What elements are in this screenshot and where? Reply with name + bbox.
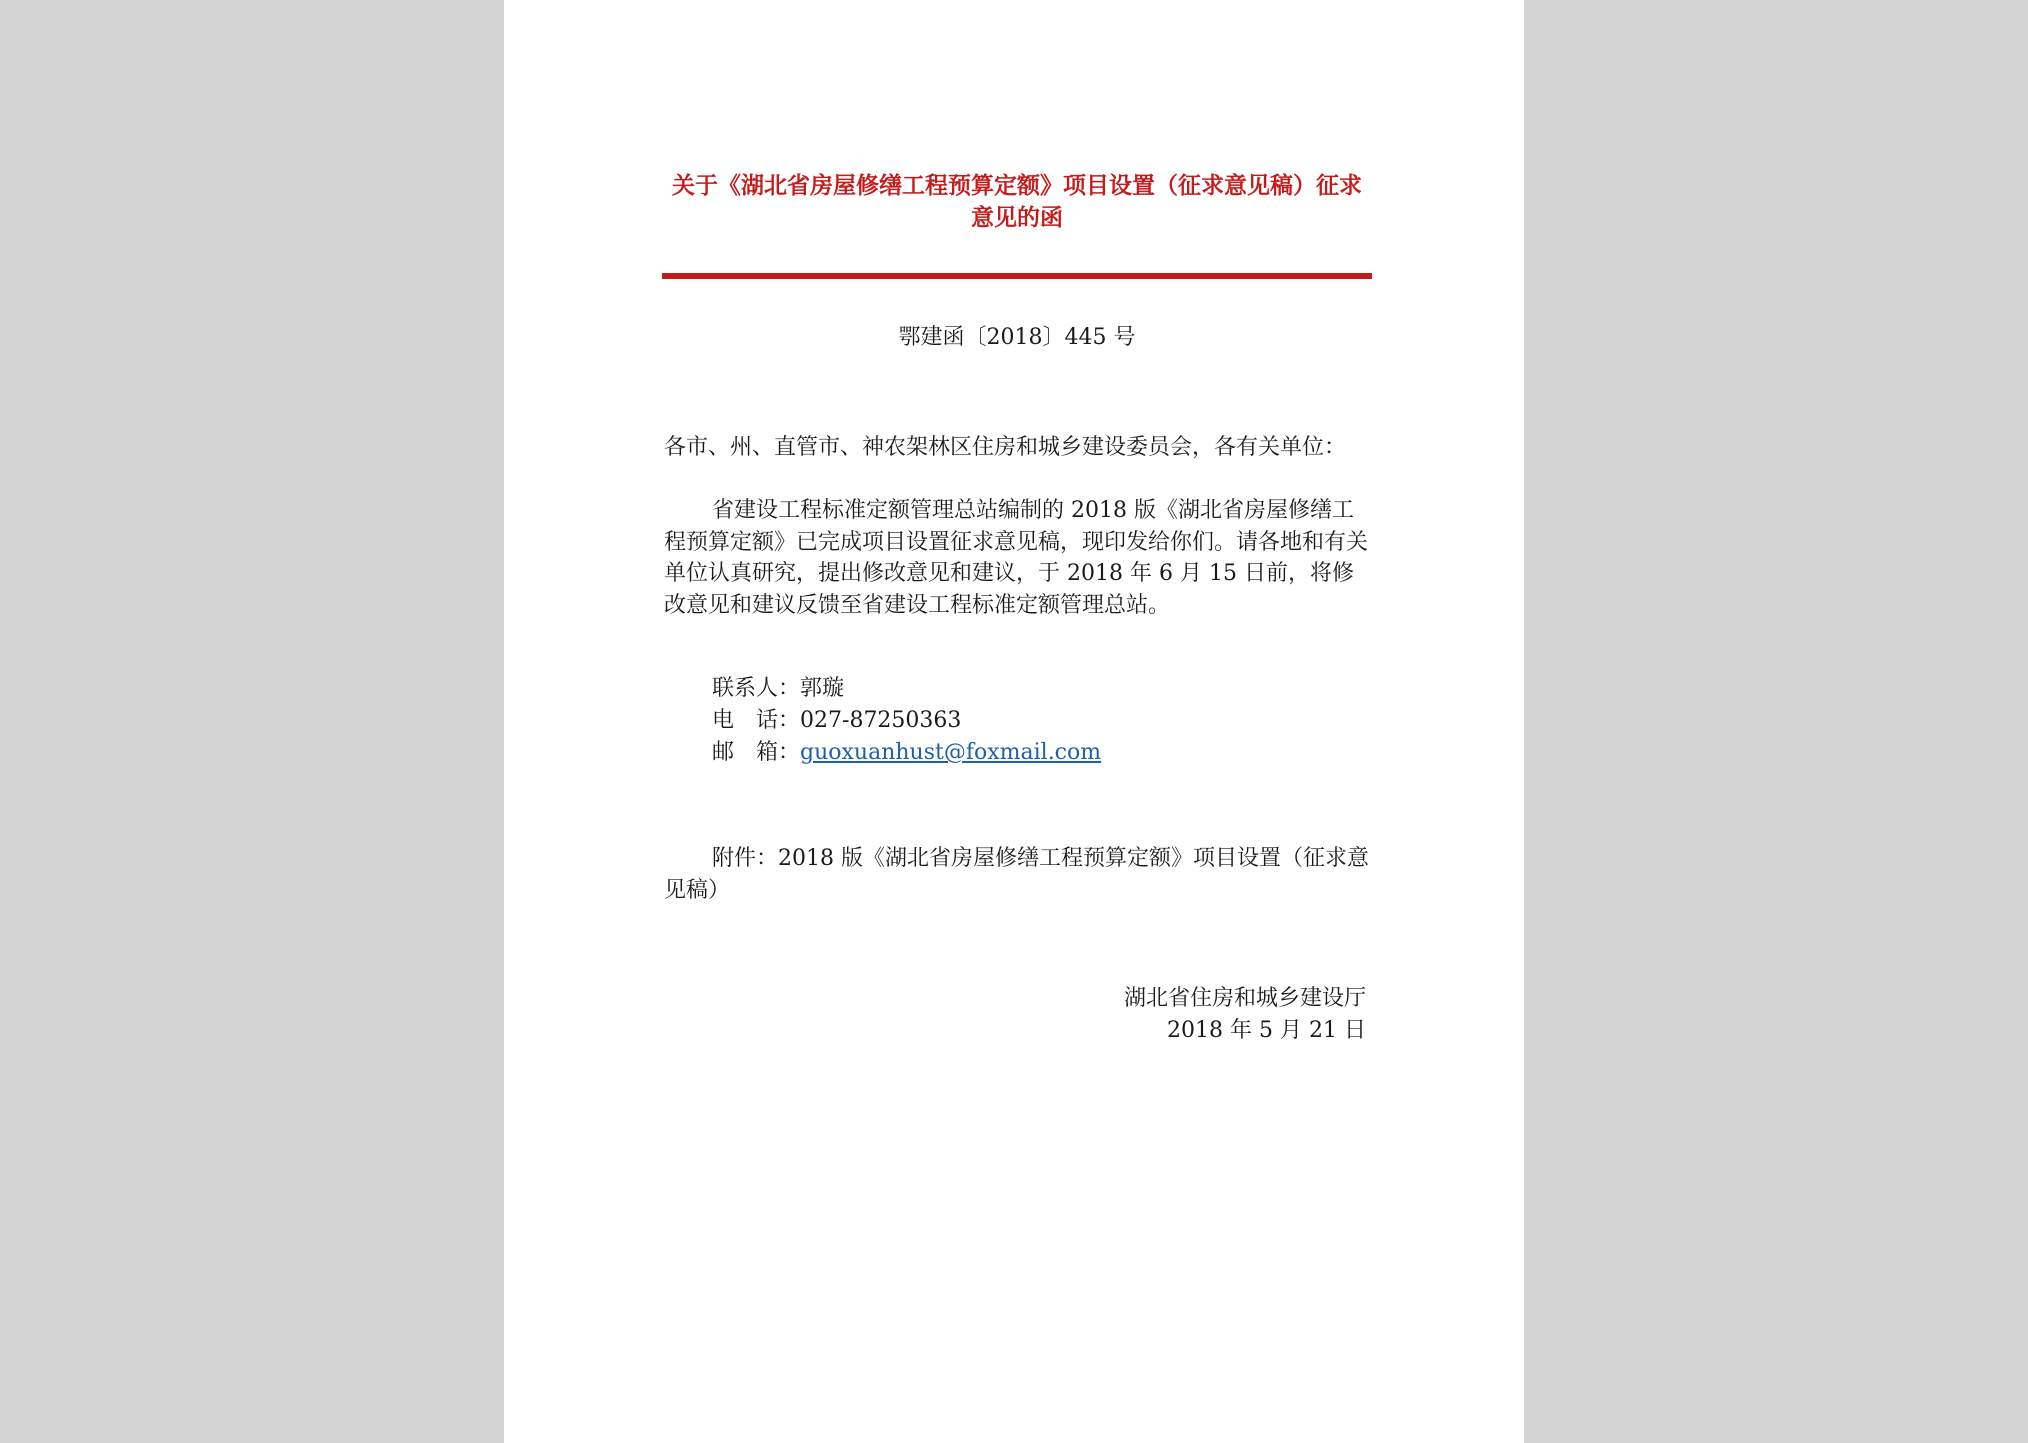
signature-block [1124,983,1366,1047]
main-paragraph: 省建设工程标准定额管理总站编制的 2018 版《湖北省房屋修缮工程预算定额》已完成项目设置征求意见稿，现印发给你们。请各地和有关单位认真研究，提出修改意见和建议，于 2018 年 6 月 15 日前，将修改意见和建议反馈至省建设工程标准定额管理总站。 [664,498,1369,618]
document-title: 关于《湖北省房屋修缮工程预算定额》项目设置（征求意见稿）征求意见的函 [672,173,1362,231]
contact-email-link[interactable]: guoxuanhust@foxmail.com [800,740,1102,765]
issue-date: 2018 年 5 月 21 日 [1167,1018,1366,1043]
document-number: 鄂建函〔2018〕445 号 [898,325,1136,350]
contact-block [712,673,1101,769]
issuing-organization: 湖北省住房和城乡建设厅 [1123,986,1366,1011]
attachment-note: 附件：2018 版《湖北省房屋修缮工程预算定额》项目设置（征求意见稿） [664,846,1369,903]
contact-phone-value: 027-87250363 [800,708,962,733]
contact-person-label: 联系人： [712,676,801,701]
contact-phone-row [712,705,1101,737]
contact-phone-label: 电 话： [712,708,801,733]
contact-person-value: 郭璇 [800,676,845,701]
contact-email-row [712,737,1101,769]
red-header-rule [662,273,1372,279]
document-page [504,0,1524,1443]
contact-email-label: 邮 箱： [712,740,801,765]
contact-person-row [712,673,1101,705]
addressee: 各市、州、直管市、神农架林区住房和城乡建设委员会，各有关单位： [664,435,1347,460]
